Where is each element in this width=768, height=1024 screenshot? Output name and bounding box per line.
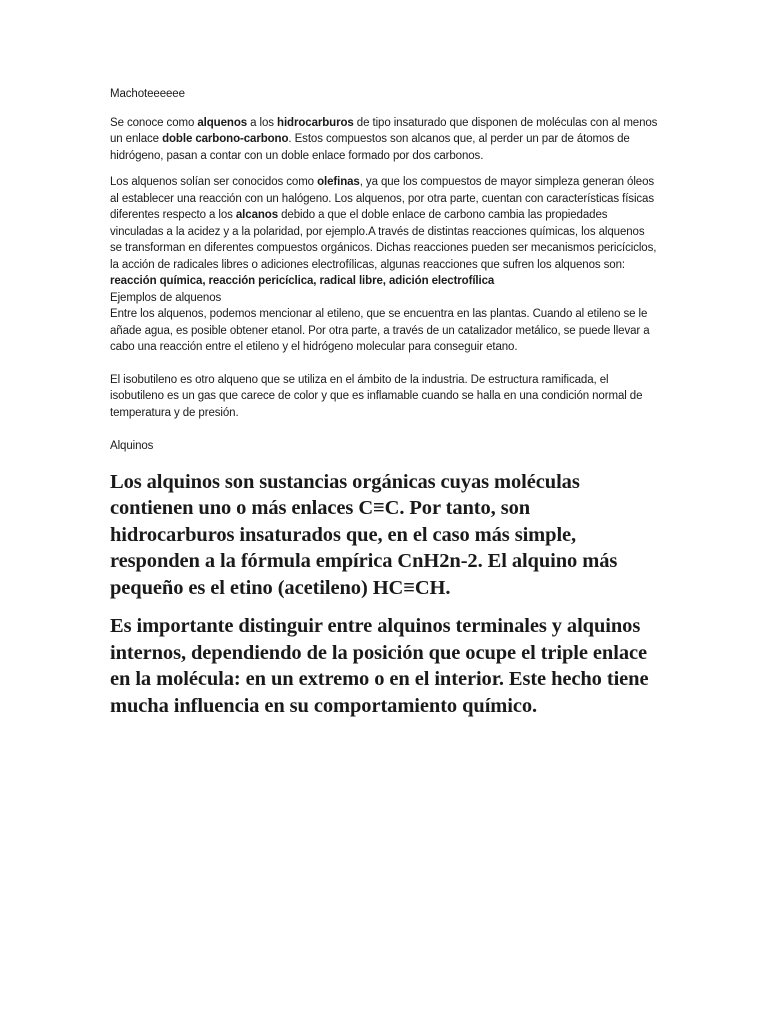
document-title: Machoteeeeee [110, 88, 185, 100]
text-run: debido a que el doble enlace de carbono cambia las propiedades vinculadas a la acidez y a la polaridad, por ejemplo.A través de distintas reacciones químicas, los alquenos se transforman en diferentes compuestos orgánicos. Dichas reacciones pueden ser mecanismos pericíciclos, la acción de radicales libres o adiciones electrofílicas, algunas reacciones que sufren los alquenos son: [110, 209, 657, 271]
bold-term-alcanos: alcanos [235, 209, 279, 221]
text-run: , ya que los compuestos de mayor simpleza generan óleos al establecer una reacción con un halógeno. Los alquenos, por otra parte, cuentan con características físicas diferentes respecto a los [110, 176, 655, 221]
paragraph-alquinos-tipos: Es importante distinguir entre alquinos terminales y alquinos internos, dependiendo de la posición que ocupe el triple enlace en la molécula: en un extremo o en el interior. Este hecho tiene mucha influencia en su comportamiento químico. [110, 615, 649, 717]
document-body [110, 86, 658, 719]
bold-term-doble-enlace: doble carbono-carbono [162, 133, 289, 145]
blank-line [110, 356, 658, 372]
text-run: a los [247, 116, 278, 129]
paragraph-alquenos-definicion [110, 115, 658, 165]
paragraph-isobutileno: El isobutileno es otro alqueno que se utiliza en el ámbito de la industria. De estructura ramificada, el isobutileno es un gas que carece de color y que es inflamable cuando se halla en una condición normal de temperatura y de presión. [110, 373, 643, 419]
alquinos-heading: Alquinos [110, 440, 154, 452]
paragraph-olefinas [110, 174, 658, 356]
paragraph-alquinos-definicion: Los alquinos son sustancias orgánicas cuyas moléculas contienen uno o más enlaces C≡C. Por tanto, son hidrocarburos insaturados que, en el caso más simple, responden a la fórmula empírica CnH2n-2. El alquino más pequeño es el etino (acetileno) HC≡CH. [110, 470, 618, 599]
paragraph-etileno: Entre los alquenos, podemos mencionar al etileno, que se encuentra en las plantas. Cuando al etileno se le añade agua, es posible obtener etanol. Por otra parte, a través de un catalizador metálico, se puede llevar a cabo una reacción entre el etileno y el hidrógeno molecular para conseguir etano. [110, 308, 650, 353]
bold-term-olefinas: olefinas [317, 176, 360, 188]
text-run: Se conoce como [110, 116, 198, 129]
ejemplos-heading: Ejemplos de alquenos [110, 291, 222, 304]
text-run: Los alquenos solían ser conocidos como [110, 176, 318, 188]
text-run: . Estos compuestos son alcanos que, al perder un par de átomos de hidrógeno, pasan a contar con un doble enlace formado por dos carbonos. [110, 133, 630, 162]
bold-term-alquenos: alquenos [197, 116, 248, 129]
text-run: de tipo insaturado que disponen de moléculas con al menos un enlace [110, 116, 658, 145]
bold-term-hidrocarburos: hidrocarburos [277, 116, 354, 129]
bold-reacciones-list: reacción química, reacción pericíclica, radical libre, adición electrofílica [110, 275, 495, 287]
